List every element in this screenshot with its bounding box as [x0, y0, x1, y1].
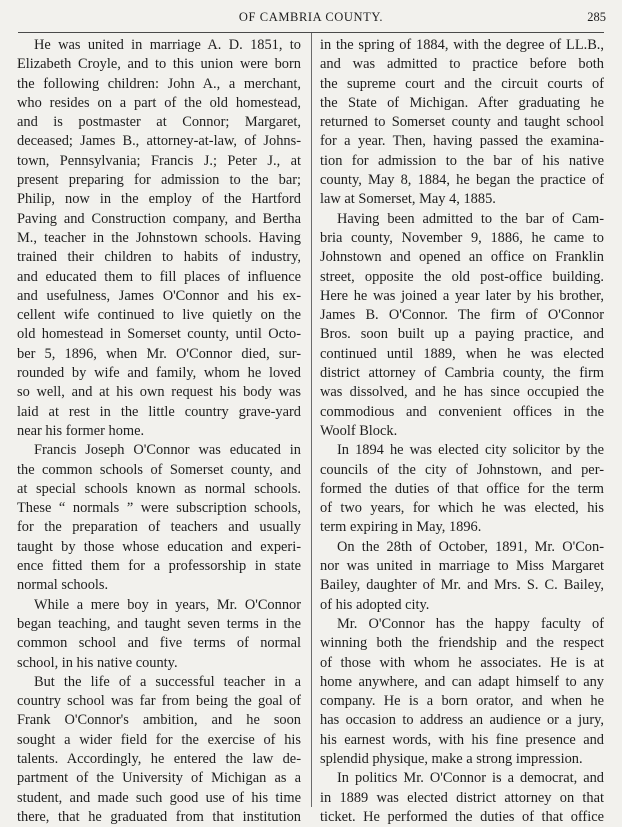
page-header	[0, 6, 622, 28]
text-line: taught by those whose education and experi-	[17, 538, 301, 555]
text-line: ber 5, 1896, when Mr. O'Connor died, sur-	[17, 345, 301, 362]
paragraph	[320, 441, 604, 537]
text-line: present preparing for admission to the bar;	[17, 172, 301, 189]
paragraph	[17, 673, 301, 827]
text-line: school, in his native county.	[17, 654, 178, 671]
text-line: deceased; James B., attorney-at-law, of Johns-	[17, 133, 301, 150]
paragraph	[17, 36, 301, 441]
text-line: began teaching, and taught seven terms in the	[17, 615, 301, 632]
paragraph	[17, 441, 301, 595]
text-line: the State of Michigan. After graduating he	[320, 94, 604, 111]
text-line: These “ normals ” were subscription schools,	[17, 500, 301, 517]
text-line: tion for admission to the bar of his native	[320, 152, 604, 169]
text-line: On the 28th of October, 1891, Mr. O'Con-	[337, 538, 604, 555]
text-line: Bailey, daughter of Mr. and Mrs. S. C. Bailey,	[320, 577, 604, 594]
text-line: nor was united in marriage to Miss Margaret	[320, 558, 604, 575]
text-line: district attorney of Cambria county, the firm	[320, 365, 604, 382]
paragraph	[320, 210, 604, 442]
paragraph	[320, 36, 604, 210]
page-number: 285	[587, 10, 606, 24]
text-line: sought a wider field for the exercise of his	[17, 731, 301, 748]
text-line: But the life of a successful teacher in a	[34, 673, 301, 690]
text-line: the common schools of Somerset county, and	[17, 461, 301, 478]
text-line: He was united in marriage A. D. 1851, to	[34, 37, 301, 53]
text-line: for a year. Then, having passed the examina-	[320, 133, 604, 150]
text-line: and was admitted to practice before both	[320, 56, 604, 73]
text-line: home anywhere, and can adapt himself to any	[320, 673, 604, 690]
text-line: the supreme court and the circuit courts of	[320, 75, 604, 92]
right-column	[320, 36, 604, 827]
text-line: Mr. O'Connor has the happy faculty of	[337, 615, 604, 632]
left-column	[17, 36, 301, 827]
text-line: While a mere boy in years, Mr. O'Connor	[34, 596, 301, 613]
text-line: laid at rest in the little country grave-yard	[17, 403, 301, 420]
text-line: In 1894 he was elected city solicitor by the	[337, 442, 604, 459]
text-line: for the preparation of teachers and usually	[17, 519, 301, 536]
text-line: in the spring of 1884, with the degree of LL.B.,	[320, 37, 604, 53]
text-line: was dissolved, and he has since occupied the	[320, 384, 604, 401]
text-line: country school was far from being the goal of	[17, 693, 301, 710]
text-line: law at Somerset, May 4, 1885.	[320, 191, 496, 208]
text-line: of his adopted city.	[320, 596, 430, 613]
text-line: talents. Accordingly, he entered the law de-	[17, 750, 301, 767]
text-line: who resides on a part of the old homestead,	[17, 94, 301, 111]
text-line: street, opposite the old post-office building.	[320, 268, 604, 285]
text-line: the following children: John A., a merchant,	[17, 75, 301, 92]
text-line: old homestead in Somerset county, until Octo-	[17, 326, 301, 343]
text-line: Johnstown and opened an office on Franklin	[320, 249, 604, 266]
text-line: and usefulness, James O'Connor and his ex-	[17, 287, 301, 304]
text-line: trained their children to habits of industry,	[17, 249, 301, 266]
text-line: normal schools.	[17, 577, 109, 594]
text-line: Francis Joseph O'Connor was educated in	[34, 442, 301, 459]
text-line: commodious and convenient offices in the	[320, 403, 604, 420]
text-line: town, Pennsylvania; Francis J.; Peter J., at	[17, 152, 301, 169]
text-line: returned to Somerset county and taught school	[320, 114, 604, 131]
text-line: near his former home.	[17, 422, 145, 439]
text-line: Having been admitted to the bar of Cam-	[337, 210, 604, 227]
text-line: Bros. soon built up a paying practice, and	[320, 326, 604, 343]
text-line: his earnest words, with his fine presence and	[320, 731, 604, 748]
text-line: and educated them to fill places of influence	[17, 268, 301, 285]
column-divider	[311, 33, 312, 807]
text-line: ticket. He performed the duties of that office	[320, 808, 604, 825]
text-line: rounded by wife and family, whom he loved	[17, 365, 301, 382]
text-line: Elizabeth Croyle, and to this union were born	[17, 56, 301, 73]
text-line: continued until 1889, when he was elected	[320, 345, 604, 362]
running-title: OF CAMBRIA COUNTY.	[238, 10, 384, 24]
text-line: common school and five terms of normal	[17, 635, 301, 652]
text-line: Paving and Construction company, and Bertha	[17, 210, 301, 227]
paragraph	[17, 596, 301, 673]
text-line: of two years, for which he was elected, his	[320, 500, 604, 517]
text-line: has occasion to address an audience or a jury,	[320, 712, 604, 729]
text-line: bria county, November 9, 1886, he came to	[320, 229, 604, 246]
text-line: partment of the University of Michigan as a	[17, 770, 301, 787]
text-line: Philip, now in the employ of the Hartford	[17, 191, 301, 208]
text-line: Woolf Block.	[320, 422, 398, 439]
text-line: councils of the city of Johnstown, and per-	[320, 461, 604, 478]
text-line: of those with whom he associates. He is at	[320, 654, 604, 671]
text-line: formed the duties of that office for the term	[320, 480, 604, 497]
paragraph	[320, 538, 604, 615]
text-line: county, May 8, 1884, he began the practice of	[320, 172, 604, 189]
text-line: so well, and at his own request his body was	[17, 384, 301, 401]
paragraph	[320, 615, 604, 769]
text-line: term expiring in May, 1896.	[320, 519, 482, 536]
text-line: student, and made such good use of his time	[17, 789, 301, 806]
text-line: in 1889 was elected district attorney on that	[320, 789, 604, 806]
text-line: In politics Mr. O'Connor is a democrat, and	[337, 770, 604, 787]
text-line: James B. O'Connor. The firm of O'Connor	[320, 307, 604, 324]
text-line: Here he was joined a year later by his brother,	[320, 287, 604, 304]
text-line: and is postmaster at Connor; Margaret,	[17, 114, 301, 131]
text-line: cellent wife continued to live quietly on the	[17, 307, 301, 324]
text-line: M., teacher in the Johnstown schools. Having	[17, 229, 301, 246]
text-line: splendid physique, make a strong impression.	[320, 750, 583, 767]
text-line: at special schools known as normal schools.	[17, 480, 301, 497]
paragraph	[320, 769, 604, 827]
text-line: Frank O'Connor's ambition, and he soon	[17, 712, 301, 729]
text-line: company. He is a born orator, and when he	[320, 693, 604, 710]
text-line: there, that he graduated from that institution	[17, 808, 301, 825]
text-line: winning both the friendship and the respect	[320, 635, 604, 652]
text-line: ence fitted them for a professorship in state	[17, 558, 301, 575]
